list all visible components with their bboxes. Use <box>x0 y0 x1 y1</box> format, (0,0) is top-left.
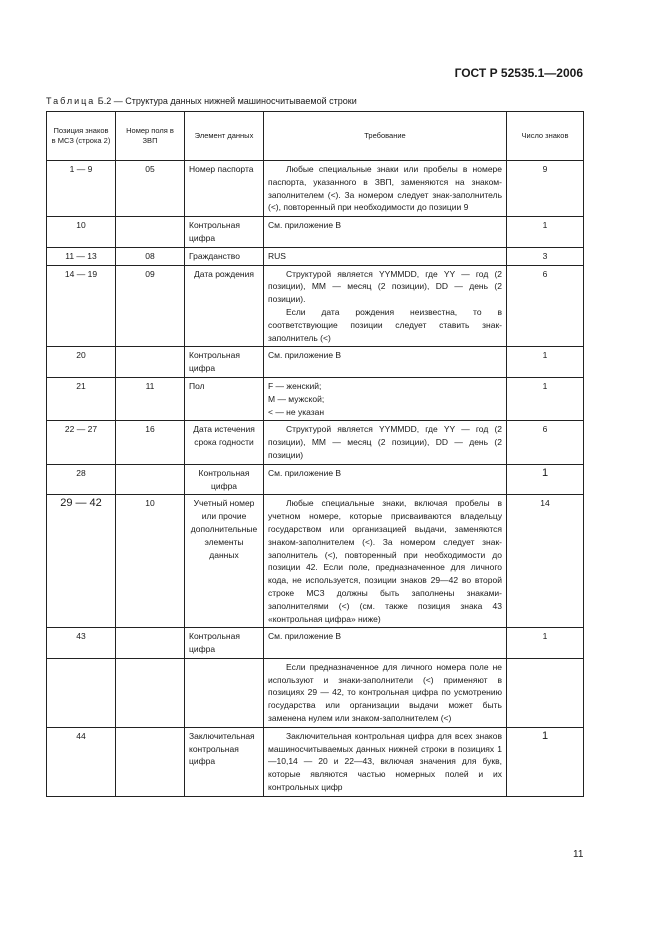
col-header-element: Элемент данных <box>185 112 264 161</box>
cell-data-element: Контрольная цифра <box>185 347 264 378</box>
table-header-row <box>47 112 584 161</box>
requirement-paragraph: См. приложение В <box>268 631 342 642</box>
cell-requirement <box>264 495 507 628</box>
col-header-field: Номер поля в ЗВП <box>116 112 185 161</box>
cell-requirement <box>264 161 507 217</box>
table-row <box>47 247 584 265</box>
page-number: 11 <box>573 849 584 860</box>
cell-position: 28 <box>47 464 116 495</box>
cell-data-element: Учетный номер или прочие дополнительные элементы данных <box>185 495 264 628</box>
cell-field-number <box>116 217 185 248</box>
cell-field-number <box>116 658 185 727</box>
table-row <box>47 347 584 378</box>
col-header-position: Позиция знаков в МСЗ (строка 2) <box>47 112 116 161</box>
cell-data-element <box>185 658 264 727</box>
cell-requirement <box>264 658 507 727</box>
cell-requirement <box>264 421 507 464</box>
document-id: ГОСТ Р 52535.1—2006 <box>454 66 583 80</box>
cell-data-element: Дата рождения <box>185 265 264 347</box>
cell-requirement <box>264 464 507 495</box>
cell-position: 44 <box>47 727 116 796</box>
cell-position: 21 <box>47 377 116 420</box>
table-row <box>47 495 584 628</box>
cell-requirement <box>264 265 507 347</box>
requirement-paragraph: См. приложение В <box>268 350 342 361</box>
cell-field-number <box>116 727 185 796</box>
cell-field-number: 10 <box>116 495 185 628</box>
requirement-paragraph: Заключительная контрольная цифра для всех знаков машиносчитываемых данных нижней строки в позициях 1—10,14 — 20 и 22—43, включая значения для букв, которые являются частью номерных полей и их контрольных цифр <box>268 730 502 793</box>
requirement-paragraph: RUS <box>268 250 286 261</box>
cell-char-count: 1 <box>507 628 584 659</box>
cell-char-count: 3 <box>507 247 584 265</box>
cell-field-number: 05 <box>116 161 185 217</box>
table-row <box>47 421 584 464</box>
cell-position: 22 — 27 <box>47 421 116 464</box>
requirement-paragraph: Любые специальные знаки или пробелы в номере паспорта, указанного в ЗВП, заменяются на знаком-заполнителем (<). За номером следует знак-заполнитель (<), повторенный при необходимости до позиции 9 <box>268 164 502 213</box>
requirement-paragraph: < — не указан <box>268 406 325 417</box>
table-row <box>47 377 584 420</box>
caption-text: Б.2 — Структура данных нижней машиносчитываемой строки <box>95 96 357 106</box>
cell-data-element: Контрольная цифра <box>185 464 264 495</box>
cell-position: 43 <box>47 628 116 659</box>
table-row <box>47 217 584 248</box>
cell-requirement <box>264 247 507 265</box>
cell-data-element: Гражданство <box>185 247 264 265</box>
col-header-count: Число знаков <box>507 112 584 161</box>
requirement-paragraph: F — женский; <box>268 380 322 391</box>
cell-data-element: Заключительная контрольная цифра <box>185 727 264 796</box>
cell-requirement <box>264 377 507 420</box>
requirement-paragraph: Структурой является YYMMDD, где YY — год (2 позиции), MM — месяц (2 позиции), DD — день (2 позиции). <box>268 268 502 305</box>
col-header-requirement: Требование <box>264 112 507 161</box>
requirement-paragraph: M — мужской; <box>268 393 325 404</box>
cell-field-number: 16 <box>116 421 185 464</box>
cell-position: 11 — 13 <box>47 247 116 265</box>
table-row <box>47 265 584 347</box>
requirement-paragraph: Если предназначенное для личного номера поле не используют и знаки-заполнители (<) применяют в позициях 29 — 42, то контрольная цифра по усмотрению государства или организации выдачи может быть заменена нулем или знаком-заполнителем (<) <box>268 661 502 724</box>
data-structure-table <box>46 111 584 797</box>
table-row <box>47 464 584 495</box>
cell-position: 10 <box>47 217 116 248</box>
cell-char-count: 1 <box>507 377 584 420</box>
cell-field-number: 09 <box>116 265 185 347</box>
cell-requirement <box>264 727 507 796</box>
cell-field-number: 08 <box>116 247 185 265</box>
cell-position: 1 — 9 <box>47 161 116 217</box>
requirement-paragraph: См. приложение В <box>268 467 342 478</box>
cell-char-count: 14 <box>507 495 584 628</box>
cell-char-count: 6 <box>507 421 584 464</box>
cell-data-element: Номер паспорта <box>185 161 264 217</box>
table-row <box>47 161 584 217</box>
cell-char-count: 9 <box>507 161 584 217</box>
cell-requirement <box>264 217 507 248</box>
cell-data-element: Контрольная цифра <box>185 628 264 659</box>
cell-char-count: 1 <box>507 464 584 495</box>
cell-requirement <box>264 628 507 659</box>
requirement-paragraph: Любые специальные знаки, включая пробелы в учетном номере, которые присваиваются владельцу государством или организацией выдачи, заменяются знаком-заполнителем (<). За номером следует знак-заполнитель (<), повторенный при необходимости до позиции 42. Если поле, предназначенное для личного кода, не используется, позиции знаков 29—42 во второй строке МСЗ должны быть заполнены знаками-заполнителями (<) (см. также позиция знака 43 «контрольная цифра» ниже) <box>268 498 502 624</box>
cell-position: 20 <box>47 347 116 378</box>
cell-field-number <box>116 628 185 659</box>
cell-requirement <box>264 347 507 378</box>
table-row <box>47 658 584 727</box>
cell-position: 29 — 42 <box>47 495 116 628</box>
cell-char-count: 1 <box>507 347 584 378</box>
cell-char-count: 1 <box>507 217 584 248</box>
cell-data-element: Пол <box>185 377 264 420</box>
requirement-paragraph: Если дата рождения неизвестна, то в соответствующие позиции следует ставить знак-заполнитель (<) <box>268 306 502 343</box>
table-row <box>47 727 584 796</box>
table-row <box>47 628 584 659</box>
cell-field-number <box>116 347 185 378</box>
cell-field-number: 11 <box>116 377 185 420</box>
cell-char-count: 1 <box>507 727 584 796</box>
requirement-paragraph: Структурой является YYMMDD, где YY — год (2 позиции), MM — месяц (2 позиции), DD — день (2 позиции) <box>268 424 502 460</box>
cell-data-element: Контрольная цифра <box>185 217 264 248</box>
table-caption <box>46 96 357 106</box>
cell-char-count: 6 <box>507 265 584 347</box>
requirement-paragraph: См. приложение В <box>268 220 342 231</box>
cell-position <box>47 658 116 727</box>
cell-position: 14 — 19 <box>47 265 116 347</box>
cell-data-element: Дата истечения срока годности <box>185 421 264 464</box>
caption-label: Таблица <box>46 96 96 106</box>
cell-char-count <box>507 658 584 727</box>
cell-field-number <box>116 464 185 495</box>
